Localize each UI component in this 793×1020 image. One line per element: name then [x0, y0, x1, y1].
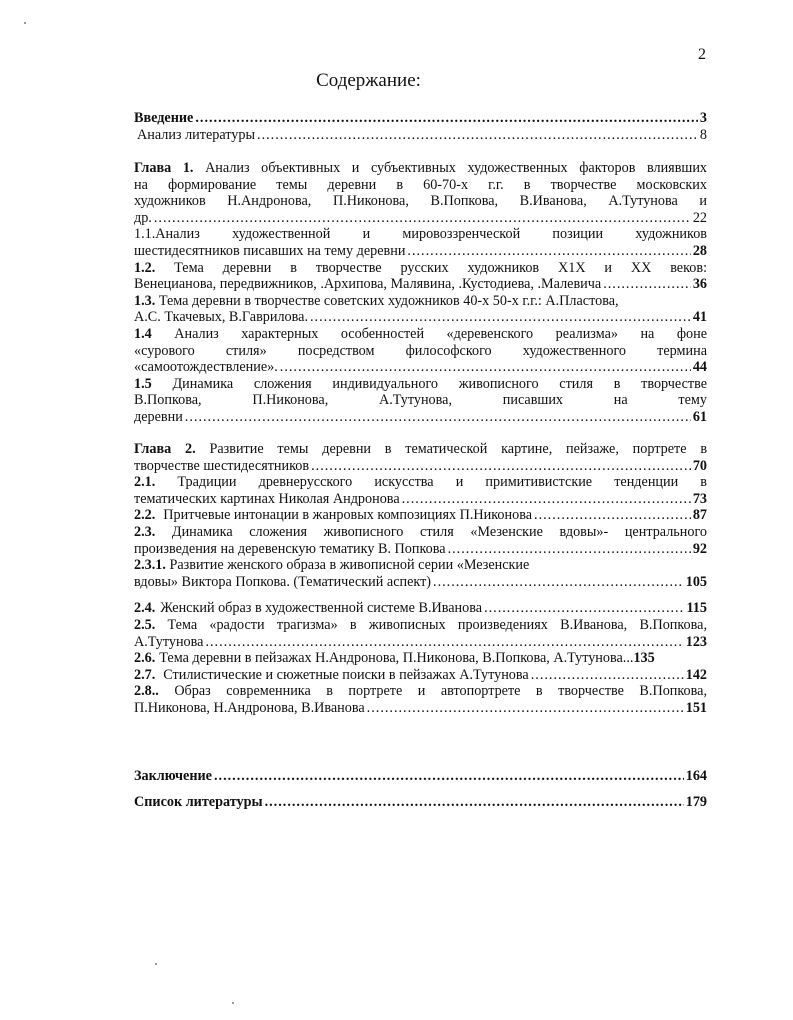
scan-speck: [155, 963, 157, 965]
toc-line: «сурового стиля» посредством философского художественного термина: [134, 342, 707, 359]
toc-line-text: др.: [134, 209, 152, 226]
toc-line-end: [134, 243, 707, 260]
dot-leader: [265, 794, 684, 811]
toc-entry-1-3[interactable]: [134, 293, 707, 310]
toc-line-end: [134, 700, 707, 717]
toc-line-end: [134, 634, 707, 651]
toc-entry-1-4[interactable]: [134, 326, 707, 343]
section-number: 2.3.: [134, 523, 156, 540]
toc-entry-2-5[interactable]: [134, 617, 707, 634]
toc-label: Список литературы: [134, 793, 263, 810]
toc-entry-1-2[interactable]: [134, 260, 707, 277]
dot-leader: [257, 127, 698, 144]
scan-speck: [24, 22, 26, 24]
section-title: Развитие женского образа в живописной серии «Мезенские: [169, 557, 530, 574]
toc-line-text: тематических картинах Николая Андронова: [134, 490, 400, 507]
section-title: Тема деревни в творчестве советских художников 40-х 50-х г.г.: А.Пластова,: [158, 292, 619, 309]
section-number: 2.1.: [134, 474, 156, 491]
scan-speck: [232, 1002, 234, 1004]
dot-leader: [367, 700, 684, 717]
toc-line-text: А.С. Ткачевых, В.Гаврилова.: [134, 309, 308, 326]
section-number: 1.2.: [134, 259, 156, 276]
section-number: 2.2.: [134, 507, 156, 524]
toc-page: 28: [692, 242, 707, 259]
toc-final-block: [134, 768, 707, 810]
toc-line-text: Венецианова, передвижников, .Архипова, Малявина, .Кустодиева, .Малевича: [134, 276, 602, 293]
toc-page: 36: [692, 276, 707, 293]
dot-leader: [402, 491, 691, 508]
page-title-text: Содержание:: [316, 70, 421, 91]
dot-leader: [185, 409, 691, 426]
section-number: 1.3.: [134, 292, 156, 309]
toc-page: 61: [692, 408, 707, 425]
section-title: Тема деревни в творчестве русских художников Х1Х и ХХ веков:: [174, 259, 708, 276]
toc-line-end: [134, 574, 707, 591]
toc-entry-conclusion[interactable]: [134, 768, 707, 785]
toc-line-text: шестидесятников писавших на тему деревни: [134, 242, 406, 259]
toc-page: 164: [685, 768, 707, 784]
toc-page: 8: [699, 126, 707, 143]
toc-label: Анализ литературы: [137, 126, 256, 143]
dot-leader: [484, 600, 684, 617]
section-number: 2.8..: [134, 683, 159, 700]
toc-line-text: произведения на деревенскую тематику В. Попкова: [134, 540, 446, 557]
dot-leader: [534, 507, 691, 524]
section-number: 2.6.: [134, 650, 156, 667]
toc-entry-1-1[interactable]: 1.1.Анализ художественной и мировоззренческой позиции художников: [134, 226, 707, 243]
toc-entry-2-2[interactable]: [134, 507, 707, 524]
chapter-label: Глава 1.: [134, 160, 194, 176]
section-number: 2.3.1.: [134, 557, 166, 574]
toc-label: Заключение: [134, 768, 212, 784]
toc-label: Введение: [134, 110, 194, 126]
toc-page: 44: [692, 359, 707, 376]
toc-entry-2-4[interactable]: [134, 600, 707, 617]
toc-line-end: [134, 359, 707, 376]
dot-leader: [154, 210, 691, 227]
dot-leader: [433, 574, 684, 591]
toc-line-end: [134, 276, 707, 293]
toc-line-text: «самоотождествление».: [134, 359, 278, 376]
dot-leader: [280, 359, 691, 376]
toc-entry-2-8[interactable]: [134, 683, 707, 700]
section-number: 2.5.: [134, 616, 156, 633]
dot-leader: [214, 768, 684, 785]
toc-line-text: П.Никонова, Н.Андронова, В.Иванова: [134, 699, 365, 716]
section-title: Анализ характерных особенностей «деревенского реализма» на фоне: [174, 325, 708, 342]
toc-entry-1-5[interactable]: [134, 376, 707, 393]
page-title: [0, 70, 793, 92]
section-title: Динамика сложения индивидуального живописного стиля в творчестве: [172, 375, 707, 392]
toc-entry-2-1[interactable]: [134, 474, 707, 491]
toc-line: художников Н.Андронова, П.Никонова, В.Попкова, В.Иванова, А.Тутунова и: [134, 193, 707, 210]
dot-leader: [603, 276, 691, 293]
toc-page: 123: [685, 633, 707, 650]
toc-chapter-2-heading-line[interactable]: [134, 441, 707, 458]
toc-chapter-1: [134, 160, 707, 426]
section-number: 2.7.: [134, 666, 156, 683]
dot-leader: [448, 541, 691, 558]
toc-line-end: [134, 491, 707, 508]
toc-chapter-1-heading-line[interactable]: [134, 160, 707, 177]
section-title: Стилистические и сюжетные поиски в пейзажах А.Тутунова: [163, 666, 529, 683]
section-title: Тема «радости трагизма» в живописных произведениях В.Иванова, В.Попкова,: [167, 616, 708, 633]
toc-page: 73: [692, 490, 707, 507]
toc-page: 142: [685, 666, 707, 683]
toc-page: 41: [692, 309, 707, 326]
chapter-label: Глава 2.: [134, 441, 196, 457]
dot-leader: [205, 634, 683, 651]
toc-line: В.Попкова, П.Никонова, А.Тутунова, писавших на тему: [134, 392, 707, 409]
spacer: [134, 590, 707, 600]
toc-line-text: деревни: [134, 408, 183, 425]
toc-page: 135: [633, 650, 655, 667]
page-number: 2: [698, 46, 706, 63]
toc-line-text: А.Тутунова: [134, 633, 204, 650]
dot-leader: [407, 243, 690, 260]
dot-leader: [531, 667, 684, 684]
toc-line-end: [134, 458, 707, 475]
toc-line-end: [134, 309, 707, 326]
dot-leader: [195, 110, 698, 127]
toc-entry-references[interactable]: [134, 794, 707, 811]
toc-line-end: [134, 541, 707, 558]
toc-page: 151: [685, 699, 707, 716]
section-number: 1.4: [134, 325, 152, 342]
chapter-title: Анализ объективных и субъективных художественных факторов влиявших: [205, 160, 708, 176]
section-title: Традиции древнерусского искусства и примитивистские тенденции в: [177, 474, 707, 491]
section-title: Динамика сложения живописного стиля «Мезенские вдовы»- центрального: [171, 523, 708, 540]
toc-page: 87: [692, 507, 707, 524]
dot-leader: [310, 309, 691, 326]
toc-page: 105: [685, 573, 707, 590]
section-title: Женский образ в художественной системе В.Иванова: [160, 600, 483, 617]
toc-page: 179: [685, 793, 707, 810]
toc-entry-literature[interactable]: [134, 127, 707, 144]
toc-chapter-2: [134, 441, 707, 717]
spacer: [134, 785, 707, 794]
toc-page: 70: [692, 457, 707, 474]
toc-page: 115: [686, 600, 707, 617]
dot-leader: [311, 458, 691, 475]
toc-line-end: [134, 210, 707, 227]
toc-page: 22: [692, 209, 707, 226]
section-title: Образ современника в портрете и автопортрете в творчестве В.Попкова,: [174, 683, 707, 700]
section-number: 2.4.: [134, 600, 156, 617]
section-number: 1.5: [134, 375, 152, 392]
toc-line-text: вдовы» Виктора Попкова. (Тематический аспект): [134, 573, 432, 590]
toc-intro-block: [134, 110, 707, 143]
toc-entry-2-3-1[interactable]: [134, 557, 707, 574]
toc-line-end: [134, 409, 707, 426]
toc-entry-2-7[interactable]: [134, 667, 707, 684]
toc-page: 3: [699, 110, 707, 126]
toc-page: 92: [692, 540, 707, 557]
toc-line: на формирование темы деревни в 60-70-х г.г. в творчестве московских: [134, 176, 707, 193]
section-title: Притчевые интонации в жанровых композициях П.Никонова: [163, 507, 533, 524]
toc-line-text: творчестве шестидесятников: [134, 457, 310, 474]
toc-entry-intro[interactable]: [134, 110, 707, 127]
chapter-title: Развитие темы деревни в тематической картине, пейзаже, портрете в: [209, 441, 708, 457]
section-title: Тема деревни в пейзажах Н.Андронова, П.Никонова, В.Попкова, А.Тутунова...: [159, 650, 634, 667]
toc-entry-2-6[interactable]: [134, 650, 707, 667]
toc-entry-2-3[interactable]: [134, 524, 707, 541]
